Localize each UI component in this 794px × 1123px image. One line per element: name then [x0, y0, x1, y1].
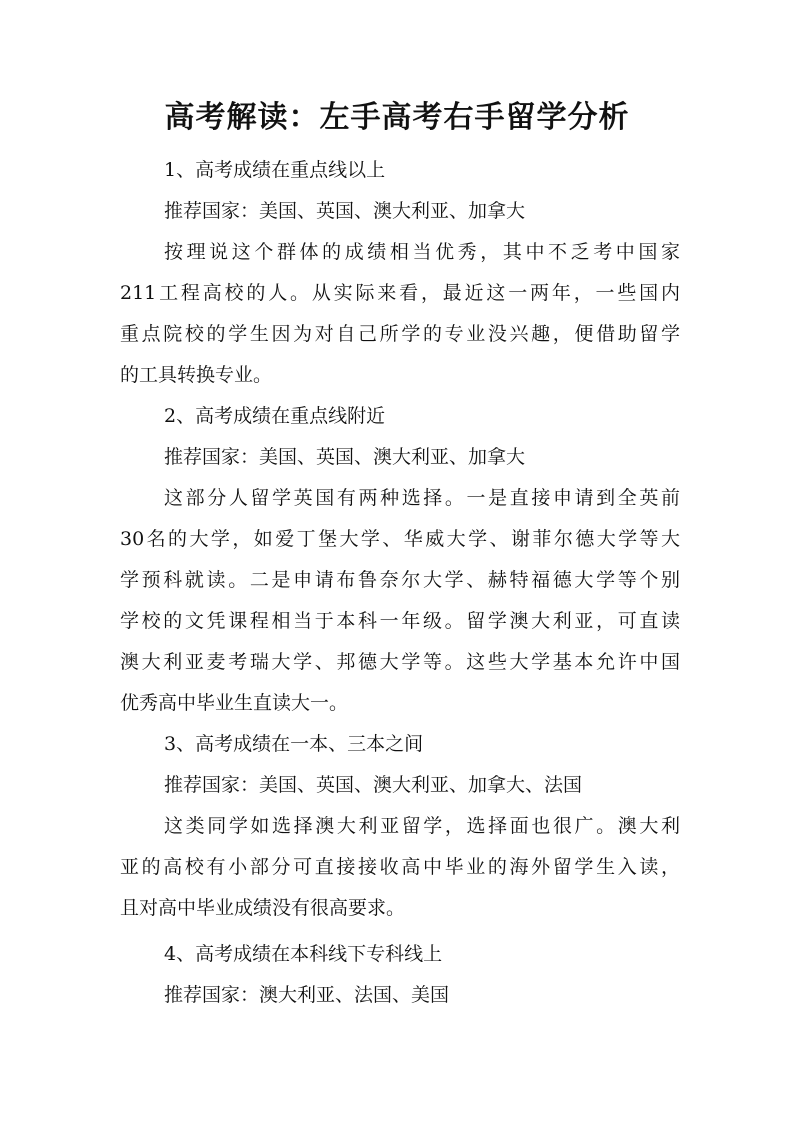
- paragraph-line: 学预科就读。二是申请布鲁奈尔大学、赫特福德大学等个别: [120, 569, 680, 591]
- section-heading-2: 2、高考成绩在重点线附近: [164, 405, 386, 427]
- paragraph-line: 且对高中毕业成绩没有很高要求。: [120, 897, 406, 919]
- section-heading-1: 1、高考成绩在重点线以上: [164, 159, 386, 181]
- section-heading-3: 3、高考成绩在一本、三本之间: [164, 733, 424, 755]
- paragraph-line: 211工程高校的人。从实际来看，最近这一两年，一些国内: [120, 282, 680, 304]
- paragraph-line: 这部分人留学英国有两种选择。一是直接申请到全英前: [164, 487, 680, 509]
- recommended-countries-4: 推荐国家：澳大利亚、法国、美国: [164, 984, 450, 1006]
- paragraph-line: 亚的高校有小部分可直接接收高中毕业的海外留学生入读，: [120, 856, 680, 878]
- recommended-countries-2: 推荐国家：美国、英国、澳大利亚、加拿大: [164, 446, 526, 468]
- section-heading-4: 4、高考成绩在本科线下专科线上: [164, 943, 443, 965]
- paragraph-line: 学校的文凭课程相当于本科一年级。留学澳大利亚，可直读: [120, 610, 680, 632]
- paragraph-line: 优秀高中毕业生直读大一。: [120, 692, 349, 714]
- paragraph-line: 澳大利亚麦考瑞大学、邦德大学等。这些大学基本允许中国: [120, 651, 680, 673]
- recommended-countries-3: 推荐国家：美国、英国、澳大利亚、加拿大、法国: [164, 774, 583, 796]
- paragraph-line: 按理说这个群体的成绩相当优秀，其中不乏考中国家: [164, 241, 680, 263]
- document-body: [120, 150, 680, 1016]
- paragraph-line: 这类同学如选择澳大利亚留学，选择面也很广。澳大利: [164, 815, 680, 837]
- recommended-countries-1: 推荐国家：美国、英国、澳大利亚、加拿大: [164, 200, 526, 222]
- document-title: 高考解读：左手高考右手留学分析: [164, 100, 630, 135]
- paragraph-line: 重点院校的学生因为对自己所学的专业没兴趣，便借助留学: [120, 323, 680, 345]
- paragraph-line: 30名的大学，如爱丁堡大学、华威大学、谢菲尔德大学等大: [120, 528, 680, 550]
- paragraph-line: 的工具转换专业。: [120, 364, 273, 386]
